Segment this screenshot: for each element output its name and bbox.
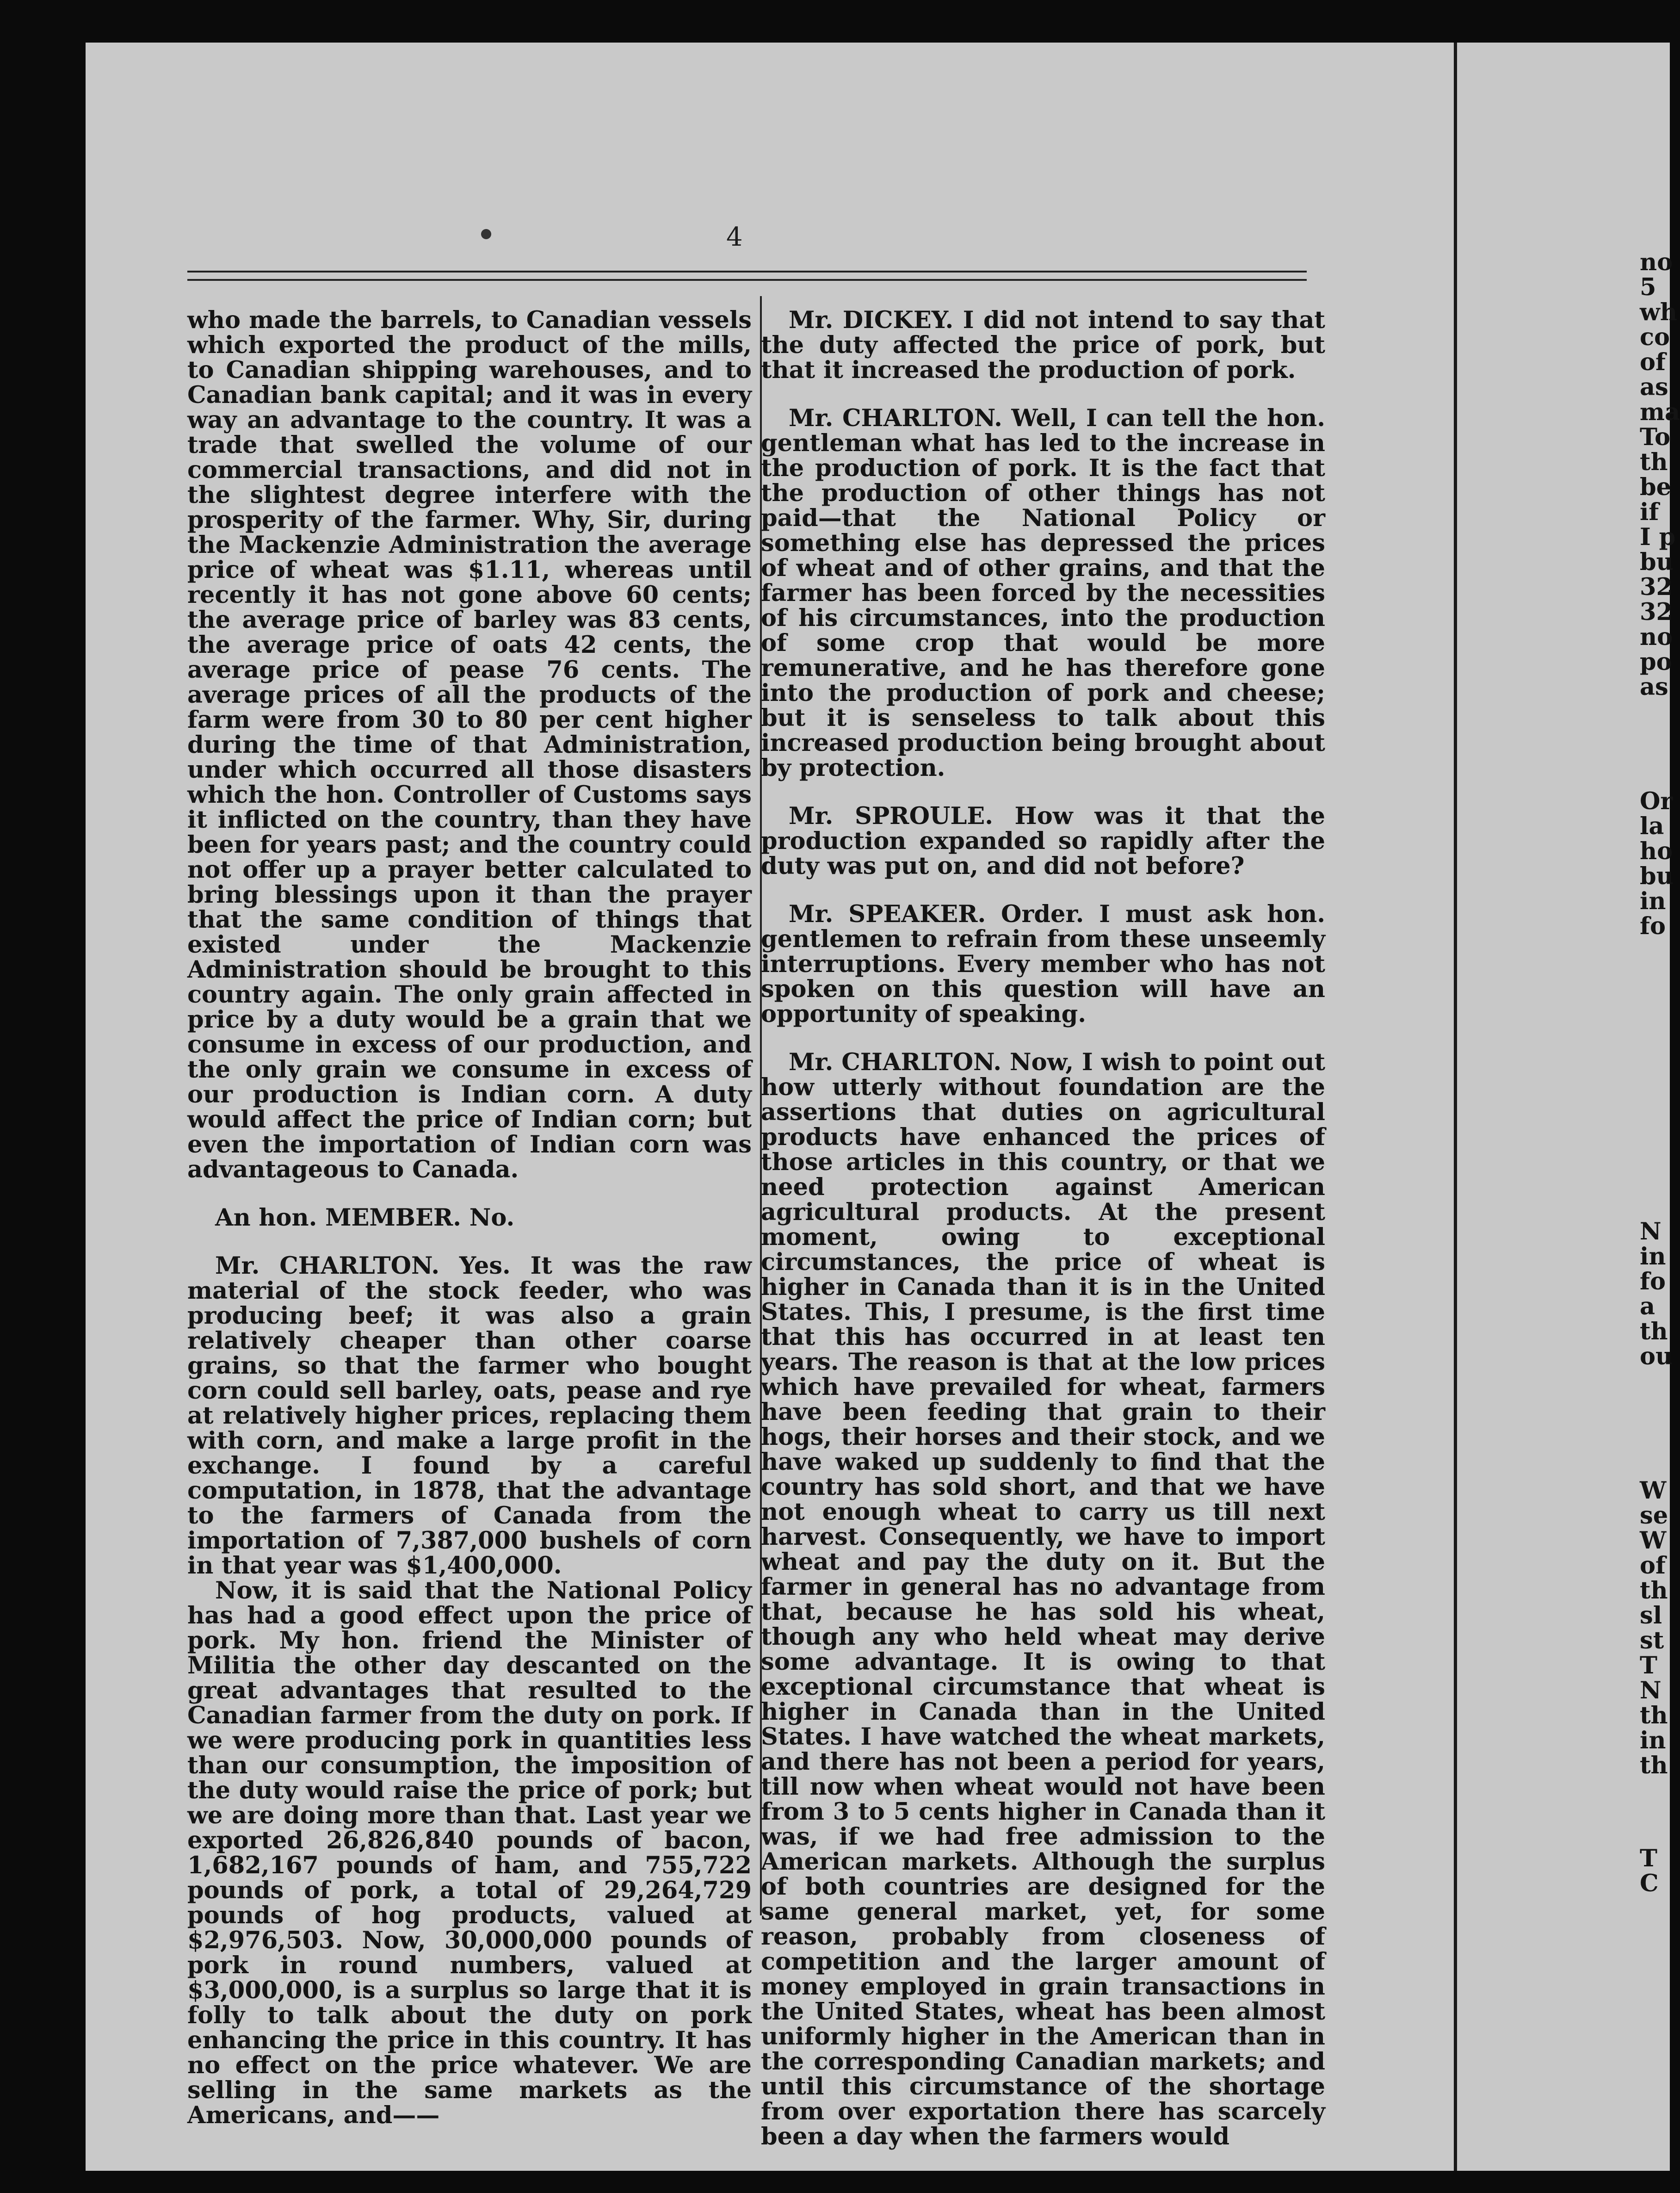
facing-page-fragment: of <box>1640 1552 1666 1580</box>
facing-page-fragment: 32 <box>1640 598 1673 626</box>
facing-page-fragment: be <box>1640 473 1672 501</box>
facing-page-fragment: ho <box>1640 837 1673 865</box>
facing-page-fragment: co <box>1640 323 1670 351</box>
facing-page-fragment: po <box>1640 648 1672 676</box>
facing-page-fragment: W <box>1640 1527 1667 1555</box>
right-column <box>761 308 1325 2172</box>
facing-page-text <box>1640 787 1674 940</box>
scan-speck <box>481 229 491 239</box>
paragraph: Mr. SPROULE. How was it that the production expanded so rapidly after the duty was put on, and did not before? <box>761 802 1325 880</box>
paragraph: Now, it is said that the National Policy has had a good effect upon the price of pork. My hon. friend the Minister of Militia the other day descanted on the great advantages that resulted to the Canadian farmer from the duty on pork. If we were producing pork in quantities less than our consumption, the imposition of the duty would raise the price of pork; but we are doing more than that. Last year we exported 26,826,840 pounds of bacon, 1,682,167 pounds of ham, and 755,722 pounds of pork, a total of 29,264,729 pounds of hog products, valued at $2,976,503. Now, 30,000,000 pounds of pork in round numbers, valued at $3,000,000, is a surplus so large that it is folly to talk about the duty on pork enhancing the price in this country. It has no effect on the price whatever. We are selling in the same markets as the Americans, and—— <box>187 1577 752 2129</box>
paragraph: An hon. MEMBER. No. <box>215 1204 515 1232</box>
facing-page-fragment: st <box>1640 1627 1664 1654</box>
facing-page-fragment: 5 <box>1640 273 1656 301</box>
facing-page-fragment: se <box>1640 1502 1668 1530</box>
facing-page-fragment: 32 <box>1640 573 1673 601</box>
paragraph: Mr. CHARLTON. Now, I wish to point out how utterly without foundation are the assertions that duties on agricultural products have enhanced the prices of those articles in this country, or that we need protection against American agricultural products. At the present moment, owing to exceptional circumstances, the price of wheat is higher in Canada than it is in the United States. This, I presume, is the first time that this has occurred in at least ten years. The reason is that at the low prices which have prevailed for wheat, farmers have been feeding that grain to their hogs, their horses and their stock, and we have waked up suddenly to find that the country has sold short, and that we have not enough wheat to carry us till next harvest. Consequently, we have to import wheat and pay the duty on it. But the farmer in general has no advantage from that, because he has sold his wheat, though any who held wheat may derive some advantage. It is owing to that exceptional circumstance that wheat is higher in Canada than in the United States. I have watched the wheat markets, and there has not been a period for years, till now when wheat would not have been from 3 to 5 cents higher in Canada than it was, if we had free admission to the American markets. Although the surplus of both countries are designed for the same general market, yet, for some reason, probably from closeness of competition and the larger amount of money employed in grain transactions in the United States, wheat has been almost uniformly higher in the American than in the corresponding Canadian markets; and until this circumstance of the shortage from over exportation there has scarcely been a day when the farmers would <box>761 1048 1325 2150</box>
facing-page-fragment: Or <box>1640 787 1673 815</box>
facing-page <box>1457 43 1680 2171</box>
paragraph: Mr. CHARLTON. Well, I can tell the hon. gentleman what has led to the increase in the production of pork. It is the fact that the production of other things has not paid—that the National Policy or something else has depressed the prices of wheat and of other grains, and that the farmer has been forced by the necessities of his circumstances, into the production of some crop that would be more remunerative, and he has therefore gone into the production of pork and cheese; but it is senseless to talk about this increased production being brought about by protection. <box>761 404 1325 782</box>
facing-page-fragment: ma <box>1640 398 1680 426</box>
facing-page-fragment: bu <box>1640 548 1674 576</box>
facing-page-fragment: T <box>1640 1652 1657 1679</box>
paragraph: Mr. CHARLTON. Yes. It was the raw material of the stock feeder, who was producing beef; it was also a grain relatively cheaper than other coarse grains, so that the farmer who bought corn could sell barley, oats, pease and rye at relatively higher prices, replacing them with corn, and make a large profit in the exchange. I found by a careful computation, in 1878, that the advantage to the farmers of Canada from the importation of 7,387,000 bushels of corn in that year was $1,400,000. <box>187 1252 752 1580</box>
page-number: 4 <box>726 222 743 252</box>
facing-page-text <box>1640 1478 1670 1778</box>
facing-page-fragment: ou <box>1640 1343 1673 1370</box>
facing-page-fragment: a <box>1640 1293 1655 1320</box>
facing-page-fragment: la <box>1640 812 1664 840</box>
facing-page-fragment: no <box>1640 248 1673 276</box>
facing-page-fragment: th <box>1640 1318 1668 1345</box>
paragraph: Mr. DICKEY. I did not intend to say that the duty affected the price of pork, but that it increased the production of pork. <box>761 306 1325 384</box>
facing-page-fragment: sl <box>1640 1602 1662 1629</box>
facing-page-fragment: in <box>1640 1243 1666 1270</box>
facing-page-fragment: as <box>1640 673 1668 701</box>
header-rule <box>187 271 1307 281</box>
facing-page-fragment: th <box>1640 1702 1668 1729</box>
facing-page-fragment: as <box>1640 373 1668 401</box>
facing-page-fragment: in <box>1640 1727 1666 1754</box>
facing-page-fragment: W <box>1640 1477 1667 1505</box>
facing-page-fragment: C <box>1640 1870 1659 1897</box>
facing-page-fragment: fo <box>1640 1268 1666 1295</box>
facing-page-fragment: th <box>1640 1752 1668 1779</box>
paragraph: who made the barrels, to Canadian vessels which exported the product of the mills, to Canadian shipping warehouses, and to Canadian bank capital; and it was in every way an advantage to the country. It was a trade that swelled the volume of our commercial transactions, and did not in the slightest degree interfere with the prosperity of the farmer. Why, Sir, during the Mackenzie Administration the average price of wheat was $1.11, whereas until recently it has not gone above 60 cents; the average price of barley was 83 cents, the average price of oats 42 cents, the average price of pease 76 cents. The average prices of all the products of the farm were from 30 to 80 per cent higher during the time of that Administration, under which occurred all those disasters which the hon. Controller of Customs says it inflicted on the country, than they have been for years past; and the country could not offer up a prayer better calculated to bring blessings upon it than the prayer that the same condition of things that existed under the Mackenzie Administration should be brought to this country again. The only grain affected in price by a duty would be a grain that we consume in excess of our production, and the only grain we consume in excess of our production is Indian corn. A duty would affect the price of Indian corn; but even the importation of Indian corn was advantageous to Canada. <box>187 306 752 1183</box>
facing-page-text <box>1640 1846 1670 1896</box>
facing-page-fragment: T <box>1640 1845 1657 1872</box>
facing-page-fragment: N <box>1640 1218 1661 1245</box>
facing-page-fragment: th <box>1640 448 1668 476</box>
facing-page-fragment: th <box>1640 1577 1668 1604</box>
facing-page-text <box>1640 248 1680 701</box>
facing-page-fragment: fo <box>1640 912 1666 940</box>
left-column <box>187 308 752 2151</box>
facing-page-fragment: bu <box>1640 862 1674 890</box>
facing-page-fragment: of <box>1640 348 1666 376</box>
facing-page-fragment: no <box>1640 623 1673 651</box>
facing-page-fragment: if <box>1640 498 1659 526</box>
facing-page-fragment: To <box>1640 423 1671 451</box>
facing-page-fragment: N <box>1640 1677 1661 1704</box>
facing-page-text <box>1640 1218 1673 1370</box>
facing-page-fragment: wh <box>1640 298 1677 326</box>
paragraph: Mr. SPEAKER. Order. I must ask hon. gentlemen to refrain from these unseemly interruptions. Every member who has not spoken on this question will have an opportunity of speaking. <box>761 900 1325 1028</box>
facing-page-fragment: in <box>1640 887 1666 915</box>
facing-page-fragment: I p <box>1640 523 1676 551</box>
